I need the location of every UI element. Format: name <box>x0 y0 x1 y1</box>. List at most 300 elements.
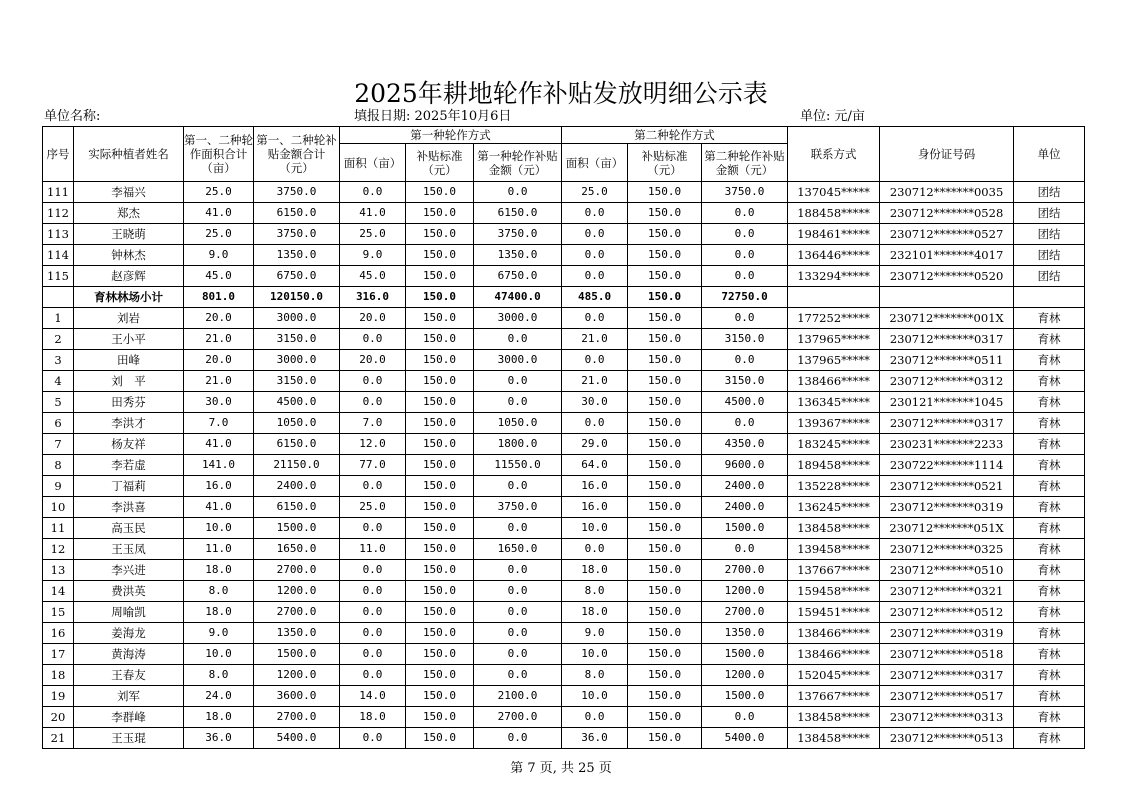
seq-cell: 21 <box>43 728 74 749</box>
area2-cell: 8.0 <box>562 665 628 686</box>
seq-cell: 111 <box>43 182 74 203</box>
table-row <box>43 560 1085 581</box>
unit-cell: 育林 <box>1014 413 1085 434</box>
total-amount-cell: 3000.0 <box>254 308 340 329</box>
std1-cell: 150.0 <box>406 665 474 686</box>
amt2-cell: 4500.0 <box>702 392 788 413</box>
header-group2: 第二种轮作方式 <box>562 127 788 144</box>
std1-cell: 150.0 <box>406 434 474 455</box>
area2-cell: 21.0 <box>562 329 628 350</box>
amt2-cell: 9600.0 <box>702 455 788 476</box>
area1-cell: 20.0 <box>340 308 406 329</box>
unit-cell: 育林 <box>1014 350 1085 371</box>
table-body <box>43 182 1085 749</box>
seq-cell: 115 <box>43 266 74 287</box>
unit-cell: 育林 <box>1014 560 1085 581</box>
amt2-cell: 1350.0 <box>702 623 788 644</box>
std1-cell: 150.0 <box>406 602 474 623</box>
amt1-cell: 1800.0 <box>474 434 562 455</box>
area2-cell: 8.0 <box>562 581 628 602</box>
amt2-cell: 1500.0 <box>702 518 788 539</box>
std2-cell: 150.0 <box>628 539 702 560</box>
std1-cell: 150.0 <box>406 476 474 497</box>
area1-cell: 0.0 <box>340 476 406 497</box>
header-area2: 面积（亩） <box>562 144 628 182</box>
idcard-cell: 230712*******0313 <box>880 707 1014 728</box>
seq-cell: 2 <box>43 329 74 350</box>
header-unit: 单位 <box>1014 127 1085 182</box>
idcard-cell: 230231*******2233 <box>880 434 1014 455</box>
area1-cell: 0.0 <box>340 728 406 749</box>
total-amount-cell: 6750.0 <box>254 266 340 287</box>
area1-cell: 7.0 <box>340 413 406 434</box>
page-footer: 第 7 页, 共 25 页 <box>510 761 612 776</box>
area2-cell: 29.0 <box>562 434 628 455</box>
total-area-cell: 801.0 <box>184 287 254 308</box>
contact-cell: 138466***** <box>788 644 880 665</box>
table-row <box>43 686 1085 707</box>
unit-cell: 育林 <box>1014 728 1085 749</box>
unit-cell: 育林 <box>1014 455 1085 476</box>
area1-cell: 18.0 <box>340 707 406 728</box>
name-cell: 王晓萌 <box>74 224 184 245</box>
unit-cell: 育林 <box>1014 539 1085 560</box>
seq-cell: 3 <box>43 350 74 371</box>
amt1-cell: 6150.0 <box>474 203 562 224</box>
amt2-cell: 2400.0 <box>702 497 788 518</box>
idcard-cell: 230712*******0312 <box>880 371 1014 392</box>
total-area-cell: 45.0 <box>184 266 254 287</box>
name-cell: 费洪英 <box>74 581 184 602</box>
std1-cell: 150.0 <box>406 686 474 707</box>
amt1-cell: 3750.0 <box>474 224 562 245</box>
header-seq: 序号 <box>43 127 74 182</box>
table-row <box>43 602 1085 623</box>
unit-cell: 育林 <box>1014 371 1085 392</box>
std1-cell: 150.0 <box>406 350 474 371</box>
area2-cell: 18.0 <box>562 602 628 623</box>
amt2-cell: 0.0 <box>702 308 788 329</box>
area2-cell: 0.0 <box>562 203 628 224</box>
area2-cell: 16.0 <box>562 476 628 497</box>
table-row <box>43 392 1085 413</box>
total-area-cell: 30.0 <box>184 392 254 413</box>
unit-cell: 团结 <box>1014 203 1085 224</box>
contact-cell: 137965***** <box>788 329 880 350</box>
name-cell: 黄海涛 <box>74 644 184 665</box>
idcard-cell: 230712*******0521 <box>880 476 1014 497</box>
idcard-cell: 230121*******1045 <box>880 392 1014 413</box>
contact-cell: 152045***** <box>788 665 880 686</box>
seq-cell: 10 <box>43 497 74 518</box>
amt1-cell: 0.0 <box>474 371 562 392</box>
contact-cell: 135228***** <box>788 476 880 497</box>
std1-cell: 150.0 <box>406 497 474 518</box>
area2-cell: 485.0 <box>562 287 628 308</box>
name-cell: 姜海龙 <box>74 623 184 644</box>
name-cell: 王小平 <box>74 329 184 350</box>
area2-cell: 0.0 <box>562 707 628 728</box>
seq-cell: 114 <box>43 245 74 266</box>
std2-cell: 150.0 <box>628 182 702 203</box>
contact-cell: 138458***** <box>788 707 880 728</box>
table-row <box>43 371 1085 392</box>
std2-cell: 150.0 <box>628 350 702 371</box>
amt1-cell: 0.0 <box>474 560 562 581</box>
name-cell: 李群峰 <box>74 707 184 728</box>
name-cell: 李洪喜 <box>74 497 184 518</box>
table-row <box>43 644 1085 665</box>
amt1-cell: 0.0 <box>474 644 562 665</box>
idcard-cell: 230712*******051X <box>880 518 1014 539</box>
std2-cell: 150.0 <box>628 287 702 308</box>
seq-cell: 6 <box>43 413 74 434</box>
header-amt1: 第一种轮作补贴金额（元） <box>474 144 562 182</box>
idcard-cell: 230712*******0319 <box>880 623 1014 644</box>
seq-cell: 16 <box>43 623 74 644</box>
contact-cell: 138458***** <box>788 518 880 539</box>
area1-cell: 0.0 <box>340 644 406 665</box>
total-amount-cell: 1050.0 <box>254 413 340 434</box>
area2-cell: 0.0 <box>562 350 628 371</box>
table-row <box>43 329 1085 350</box>
amt1-cell: 0.0 <box>474 392 562 413</box>
contact-cell: 177252***** <box>788 308 880 329</box>
area1-cell: 25.0 <box>340 224 406 245</box>
total-area-cell: 16.0 <box>184 476 254 497</box>
amt2-cell: 4350.0 <box>702 434 788 455</box>
header-amt2: 第二种轮作补贴金额（元） <box>702 144 788 182</box>
std2-cell: 150.0 <box>628 686 702 707</box>
header-std2: 补贴标准（元） <box>628 144 702 182</box>
total-area-cell: 20.0 <box>184 308 254 329</box>
area1-cell: 20.0 <box>340 350 406 371</box>
total-area-cell: 11.0 <box>184 539 254 560</box>
total-amount-cell: 1350.0 <box>254 245 340 266</box>
seq-cell: 11 <box>43 518 74 539</box>
std2-cell: 150.0 <box>628 203 702 224</box>
area2-cell: 25.0 <box>562 182 628 203</box>
idcard-cell: 230712*******001X <box>880 308 1014 329</box>
total-area-cell: 25.0 <box>184 224 254 245</box>
table-row <box>43 224 1085 245</box>
name-cell: 郑杰 <box>74 203 184 224</box>
area2-cell: 0.0 <box>562 224 628 245</box>
std2-cell: 150.0 <box>628 665 702 686</box>
area2-cell: 10.0 <box>562 644 628 665</box>
std2-cell: 150.0 <box>628 308 702 329</box>
area2-cell: 18.0 <box>562 560 628 581</box>
area1-cell: 14.0 <box>340 686 406 707</box>
contact-cell: 138458***** <box>788 728 880 749</box>
table-row <box>43 245 1085 266</box>
total-amount-cell: 1500.0 <box>254 518 340 539</box>
name-cell: 李兴进 <box>74 560 184 581</box>
area1-cell: 0.0 <box>340 518 406 539</box>
area2-cell: 0.0 <box>562 308 628 329</box>
fill-date: 填报日期: 2025年10月6日 <box>354 109 512 124</box>
amt1-cell: 1050.0 <box>474 413 562 434</box>
idcard-cell: 230712*******0513 <box>880 728 1014 749</box>
idcard-cell: 230712*******0520 <box>880 266 1014 287</box>
unit-cell: 育林 <box>1014 665 1085 686</box>
std1-cell: 150.0 <box>406 245 474 266</box>
table-row <box>43 308 1085 329</box>
unit-cell: 育林 <box>1014 602 1085 623</box>
std1-cell: 150.0 <box>406 392 474 413</box>
unit-cell: 育林 <box>1014 581 1085 602</box>
std1-cell: 150.0 <box>406 413 474 434</box>
amt2-cell: 0.0 <box>702 350 788 371</box>
unit-cell: 育林 <box>1014 434 1085 455</box>
amt1-cell: 3000.0 <box>474 350 562 371</box>
seq-cell: 14 <box>43 581 74 602</box>
table-row <box>43 518 1085 539</box>
header-total-area: 第一、二种轮作面积合计（亩） <box>184 127 254 182</box>
std2-cell: 150.0 <box>628 224 702 245</box>
name-cell: 高玉民 <box>74 518 184 539</box>
name-cell: 刘军 <box>74 686 184 707</box>
amt2-cell: 2400.0 <box>702 476 788 497</box>
area1-cell: 12.0 <box>340 434 406 455</box>
contact-cell: 159458***** <box>788 581 880 602</box>
amt1-cell: 0.0 <box>474 728 562 749</box>
name-cell: 田秀芬 <box>74 392 184 413</box>
name-cell: 杨友祥 <box>74 434 184 455</box>
area1-cell: 0.0 <box>340 623 406 644</box>
unit-cell: 育林 <box>1014 644 1085 665</box>
idcard-cell: 232101*******4017 <box>880 245 1014 266</box>
contact-cell: 138466***** <box>788 623 880 644</box>
seq-cell <box>43 287 74 308</box>
seq-cell: 1 <box>43 308 74 329</box>
table-row <box>43 203 1085 224</box>
contact-cell: 137667***** <box>788 560 880 581</box>
seq-cell: 17 <box>43 644 74 665</box>
area2-cell: 21.0 <box>562 371 628 392</box>
std1-cell: 150.0 <box>406 455 474 476</box>
area1-cell: 316.0 <box>340 287 406 308</box>
std1-cell: 150.0 <box>406 371 474 392</box>
amt1-cell: 0.0 <box>474 665 562 686</box>
std2-cell: 150.0 <box>628 434 702 455</box>
total-area-cell: 21.0 <box>184 371 254 392</box>
std2-cell: 150.0 <box>628 623 702 644</box>
contact-cell: 198461***** <box>788 224 880 245</box>
total-amount-cell: 1350.0 <box>254 623 340 644</box>
total-amount-cell: 2400.0 <box>254 476 340 497</box>
amt2-cell: 2700.0 <box>702 602 788 623</box>
name-cell: 王春友 <box>74 665 184 686</box>
total-area-cell: 141.0 <box>184 455 254 476</box>
area2-cell: 0.0 <box>562 413 628 434</box>
amt2-cell: 0.0 <box>702 266 788 287</box>
total-amount-cell: 3150.0 <box>254 329 340 350</box>
area1-cell: 0.0 <box>340 665 406 686</box>
total-amount-cell: 6150.0 <box>254 203 340 224</box>
name-cell: 刘岩 <box>74 308 184 329</box>
table-row <box>43 497 1085 518</box>
std1-cell: 150.0 <box>406 287 474 308</box>
unit-name-label: 单位名称: <box>44 109 101 124</box>
unit-cell: 育林 <box>1014 518 1085 539</box>
total-amount-cell: 1200.0 <box>254 581 340 602</box>
amt2-cell: 1200.0 <box>702 581 788 602</box>
area2-cell: 30.0 <box>562 392 628 413</box>
idcard-cell: 230712*******0321 <box>880 581 1014 602</box>
total-amount-cell: 1650.0 <box>254 539 340 560</box>
amt2-cell: 1200.0 <box>702 665 788 686</box>
table-row <box>43 476 1085 497</box>
header-std1: 补贴标准（元） <box>406 144 474 182</box>
std1-cell: 150.0 <box>406 329 474 350</box>
std1-cell: 150.0 <box>406 182 474 203</box>
unit-cell: 育林 <box>1014 686 1085 707</box>
unit-cell: 团结 <box>1014 224 1085 245</box>
amt2-cell: 0.0 <box>702 539 788 560</box>
contact-cell: 189458***** <box>788 455 880 476</box>
amt1-cell: 0.0 <box>474 329 562 350</box>
std2-cell: 150.0 <box>628 266 702 287</box>
unit-cell <box>1014 287 1085 308</box>
area1-cell: 11.0 <box>340 539 406 560</box>
idcard-cell: 230712*******0518 <box>880 644 1014 665</box>
area1-cell: 0.0 <box>340 329 406 350</box>
seq-cell: 113 <box>43 224 74 245</box>
total-amount-cell: 3750.0 <box>254 224 340 245</box>
std2-cell: 150.0 <box>628 371 702 392</box>
area2-cell: 9.0 <box>562 623 628 644</box>
amt1-cell: 11550.0 <box>474 455 562 476</box>
amt2-cell: 1500.0 <box>702 686 788 707</box>
seq-cell: 8 <box>43 455 74 476</box>
seq-cell: 18 <box>43 665 74 686</box>
contact-cell: 133294***** <box>788 266 880 287</box>
amt1-cell: 0.0 <box>474 518 562 539</box>
contact-cell: 137965***** <box>788 350 880 371</box>
contact-cell <box>788 287 880 308</box>
idcard-cell: 230712*******0517 <box>880 686 1014 707</box>
total-area-cell: 18.0 <box>184 560 254 581</box>
area2-cell: 16.0 <box>562 497 628 518</box>
total-area-cell: 36.0 <box>184 728 254 749</box>
seq-cell: 12 <box>43 539 74 560</box>
amt1-cell: 0.0 <box>474 623 562 644</box>
amt1-cell: 1650.0 <box>474 539 562 560</box>
amt2-cell: 1500.0 <box>702 644 788 665</box>
std1-cell: 150.0 <box>406 518 474 539</box>
total-area-cell: 41.0 <box>184 203 254 224</box>
name-cell: 王玉琨 <box>74 728 184 749</box>
std2-cell: 150.0 <box>628 392 702 413</box>
name-cell: 李洪才 <box>74 413 184 434</box>
std2-cell: 150.0 <box>628 560 702 581</box>
header-idcard: 身份证号码 <box>880 127 1014 182</box>
name-cell: 李若虚 <box>74 455 184 476</box>
area1-cell: 9.0 <box>340 245 406 266</box>
idcard-cell <box>880 287 1014 308</box>
unit-label: 单位: 元/亩 <box>800 109 865 124</box>
amt2-cell: 3150.0 <box>702 329 788 350</box>
seq-cell: 15 <box>43 602 74 623</box>
contact-cell: 136245***** <box>788 497 880 518</box>
area2-cell: 0.0 <box>562 539 628 560</box>
table-row <box>43 350 1085 371</box>
amt1-cell: 47400.0 <box>474 287 562 308</box>
total-amount-cell: 2700.0 <box>254 707 340 728</box>
area2-cell: 0.0 <box>562 245 628 266</box>
std2-cell: 150.0 <box>628 644 702 665</box>
total-area-cell: 18.0 <box>184 707 254 728</box>
idcard-cell: 230712*******0511 <box>880 350 1014 371</box>
unit-cell: 育林 <box>1014 476 1085 497</box>
total-area-cell: 9.0 <box>184 623 254 644</box>
total-area-cell: 9.0 <box>184 245 254 266</box>
total-amount-cell: 6150.0 <box>254 434 340 455</box>
total-amount-cell: 2700.0 <box>254 602 340 623</box>
std1-cell: 150.0 <box>406 560 474 581</box>
amt1-cell: 2100.0 <box>474 686 562 707</box>
area1-cell: 45.0 <box>340 266 406 287</box>
name-cell: 钟林杰 <box>74 245 184 266</box>
unit-cell: 育林 <box>1014 308 1085 329</box>
total-area-cell: 8.0 <box>184 665 254 686</box>
unit-cell: 育林 <box>1014 707 1085 728</box>
std1-cell: 150.0 <box>406 308 474 329</box>
name-cell: 李福兴 <box>74 182 184 203</box>
contact-cell: 138466***** <box>788 371 880 392</box>
amt1-cell: 6750.0 <box>474 266 562 287</box>
contact-cell: 137667***** <box>788 686 880 707</box>
idcard-cell: 230712*******0317 <box>880 413 1014 434</box>
header-area1: 面积（亩） <box>340 144 406 182</box>
amt1-cell: 3000.0 <box>474 308 562 329</box>
std1-cell: 150.0 <box>406 203 474 224</box>
amt2-cell: 0.0 <box>702 245 788 266</box>
std2-cell: 150.0 <box>628 518 702 539</box>
seq-cell: 9 <box>43 476 74 497</box>
amt1-cell: 3750.0 <box>474 497 562 518</box>
name-cell: 刘 平 <box>74 371 184 392</box>
seq-cell: 19 <box>43 686 74 707</box>
area1-cell: 0.0 <box>340 182 406 203</box>
total-amount-cell: 1500.0 <box>254 644 340 665</box>
total-amount-cell: 2700.0 <box>254 560 340 581</box>
std1-cell: 150.0 <box>406 539 474 560</box>
unit-cell: 团结 <box>1014 266 1085 287</box>
total-amount-cell: 1200.0 <box>254 665 340 686</box>
header-group1: 第一种轮作方式 <box>340 127 562 144</box>
total-area-cell: 41.0 <box>184 497 254 518</box>
header-contact: 联系方式 <box>788 127 880 182</box>
idcard-cell: 230712*******0512 <box>880 602 1014 623</box>
idcard-cell: 230712*******0319 <box>880 497 1014 518</box>
area1-cell: 0.0 <box>340 560 406 581</box>
std1-cell: 150.0 <box>406 623 474 644</box>
idcard-cell: 230712*******0510 <box>880 560 1014 581</box>
std1-cell: 150.0 <box>406 581 474 602</box>
contact-cell: 139458***** <box>788 539 880 560</box>
std2-cell: 150.0 <box>628 707 702 728</box>
area1-cell: 0.0 <box>340 581 406 602</box>
area1-cell: 77.0 <box>340 455 406 476</box>
total-amount-cell: 3750.0 <box>254 182 340 203</box>
amt2-cell: 2700.0 <box>702 560 788 581</box>
total-area-cell: 21.0 <box>184 329 254 350</box>
std2-cell: 150.0 <box>628 329 702 350</box>
idcard-cell: 230712*******0325 <box>880 539 1014 560</box>
name-cell: 王玉凤 <box>74 539 184 560</box>
